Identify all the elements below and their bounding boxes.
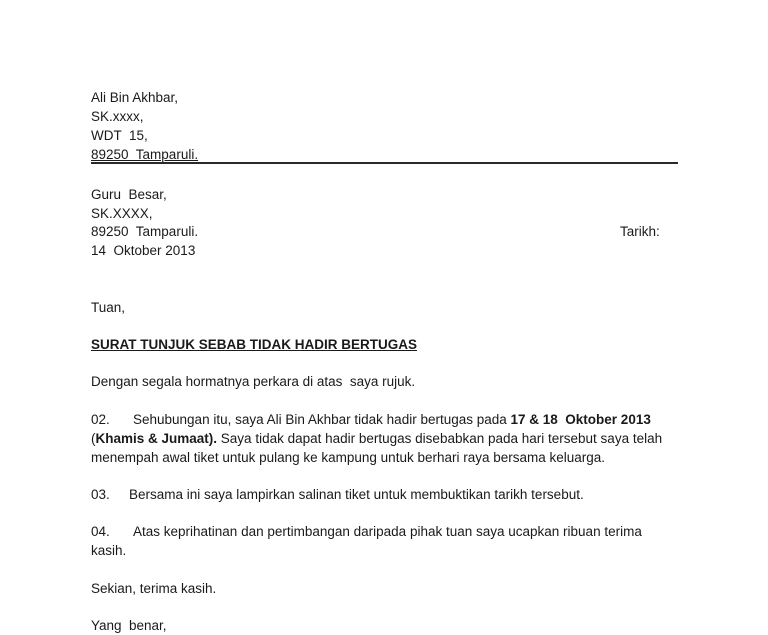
- salutation: Tuan,: [91, 300, 126, 315]
- sender-address: WDT 15,: [91, 128, 148, 143]
- paragraph-3: [91, 485, 691, 504]
- header-divider: [91, 162, 678, 164]
- paragraph-2-text-b: Saya tidak dapat hadir bertugas disebabkan pada hari tersebut saya telah: [217, 431, 663, 446]
- sender-postcode-city: 89250 Tamparuli.: [91, 147, 199, 162]
- paragraph-4-text-a: Atas keprihatinan dan pertimbangan daripada pihak tuan saya ucapkan ribuan terima: [133, 524, 642, 539]
- paragraph-4-text-b: kasih.: [91, 543, 127, 558]
- paragraph-3-number: 03.: [91, 487, 110, 502]
- paragraph-3-text: Bersama ini saya lampirkan salinan tiket untuk membuktikan tarikh tersebut.: [129, 487, 584, 502]
- paragraph-2-open-paren: (: [91, 431, 96, 446]
- paragraph-4: [91, 522, 691, 560]
- letter-date: 14 Oktober 2013: [91, 243, 196, 258]
- paragraph-2-line-3: menempah awal tiket untuk pulang ke kampung untuk berhari raya bersama keluarga.: [91, 450, 606, 465]
- paragraph-2: [91, 410, 691, 467]
- paragraph-2-days: Khamis & Jumaat).: [95, 431, 218, 446]
- paragraph-2-number: 02.: [91, 412, 110, 427]
- recipient-school: SK.XXXX,: [91, 206, 153, 221]
- paragraph-2-line-1: [91, 410, 691, 429]
- recipient-postcode-city: 89250 Tamparuli.: [91, 224, 199, 239]
- sender-name: Ali Bin Akhbar,: [91, 90, 179, 105]
- closing: Sekian, terima kasih.: [91, 581, 217, 596]
- paragraph-2-line-2: [91, 429, 691, 448]
- paragraph-2-text-a: Sehubungan itu, saya Ali Bin Akhbar tidak hadir bertugas pada: [133, 412, 511, 427]
- sender-school: SK.xxxx,: [91, 109, 144, 124]
- letter-subject: SURAT TUNJUK SEBAB TIDAK HADIR BERTUGAS: [91, 337, 418, 352]
- paragraph-1: Dengan segala hormatnya perkara di atas saya rujuk.: [91, 374, 416, 389]
- recipient-title: Guru Besar,: [91, 187, 167, 202]
- paragraph-2-dates: 17 & 18 Oktober 2013: [510, 412, 651, 427]
- signoff: Yang benar,: [91, 618, 167, 633]
- paragraph-4-number: 04.: [91, 524, 110, 539]
- date-label: Tarikh:: [620, 224, 660, 239]
